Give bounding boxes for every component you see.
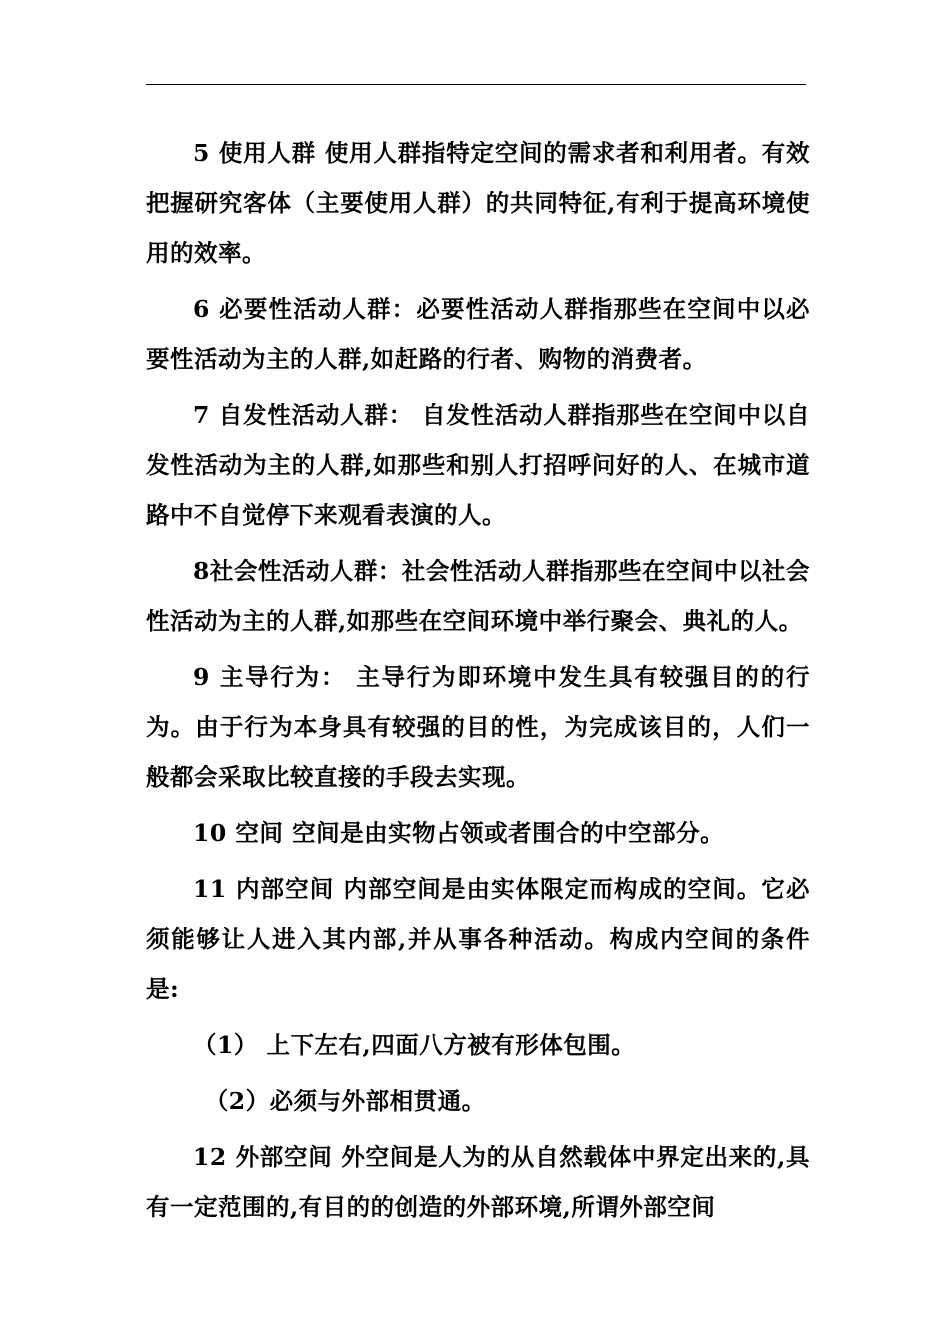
document-body xyxy=(146,128,810,1238)
paragraph-8-social-activity-groups: 8社会性活动人群：社会性活动人群指那些在空间中以社会性活动为主的人群,如那些在空间环境中举行聚会、典礼的人。 xyxy=(146,557,810,635)
paragraph-12-exterior-space: 12 外部空间 外空间是人为的从自然载体中界定出来的,具有一定范围的,有目的的创造的外部环境,所谓外部空间 xyxy=(146,1143,810,1221)
paragraph-11-interior-space: 11 内部空间 内部空间是由实体限定而构成的空间。它必须能够让人进入其内部,并从事各种活动。构成内空间的条件是: xyxy=(146,875,810,1003)
paragraph-9-dominant-behavior: 9 主导行为： 主导行为即环境中发生具有较强目的的行为。由于行为本身具有较强的目的性，为完成该目的，人们一般都会采取比较直接的手段去实现。 xyxy=(146,663,810,791)
paragraph-7-spontaneous-activity-groups: 7 自发性活动人群： 自发性活动人群指那些在空间中以自发性活动为主的人群,如那些和别人打招呼问好的人、在城市道路中不自觉停下来观看表演的人。 xyxy=(146,401,810,529)
header-rule xyxy=(146,84,806,85)
paragraph-5-user-groups: 5 使用人群 使用人群指特定空间的需求者和利用者。有效把握研究客体（主要使用人群）的共同特征,有利于提高环境使用的效率。 xyxy=(146,139,810,267)
paragraph-10-space: 10 空间 空间是由实物占领或者围合的中空部分。 xyxy=(193,819,725,847)
paragraph-6-necessary-activity-groups: 6 必要性活动人群：必要性活动人群指那些在空间中以必要性活动为主的人群,如赶路的行者、购物的消费者。 xyxy=(146,295,810,373)
list-item-condition-1: （1） 上下左右,四面八方被有形体包围。 xyxy=(193,1031,636,1059)
list-item-condition-2: （2）必须与外部相贯通。 xyxy=(204,1087,486,1115)
